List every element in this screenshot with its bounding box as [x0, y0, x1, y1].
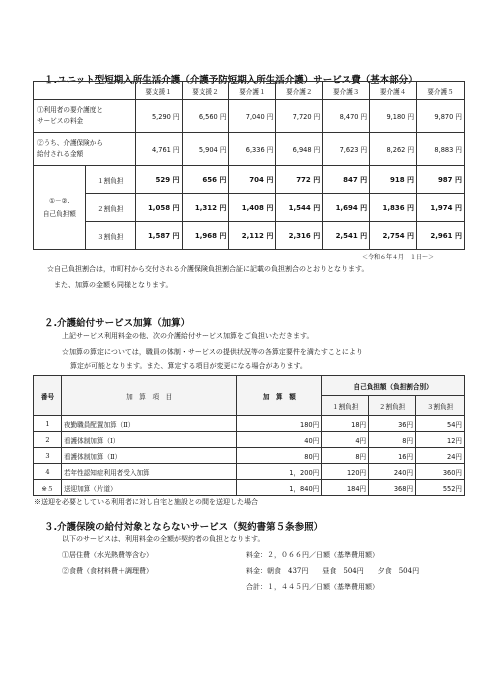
row-rate3: 54円	[416, 416, 465, 432]
fee-cell: 5,290 円	[135, 100, 182, 133]
row-amount: 1，840円	[237, 480, 322, 496]
fee-cell: 8,470 円	[323, 100, 370, 133]
section2-note2: 算定が可能となります。また、算定する項目が変更になる場合があります。	[70, 362, 307, 370]
row-item: 送迎加算（片道）	[61, 480, 237, 496]
row-rate3: 24円	[416, 448, 465, 464]
row-no: ※５	[34, 480, 62, 496]
row-rate3: 360円	[416, 464, 465, 480]
fee-cell: 2,961 円	[417, 222, 465, 250]
row-no: 1	[34, 416, 62, 432]
fee-cell: 4,761 円	[135, 133, 182, 166]
section1-title: １.ユニット型短期入所生活介護（介護予防短期入所生活介護）サービス費（基本部分）	[44, 75, 418, 86]
row-item: 夜勤職員配置加算（Ⅱ）	[61, 416, 237, 432]
rate-label: １割負担	[85, 166, 135, 194]
fee-cell: 7,623 円	[323, 133, 370, 166]
section2-note1: ☆加算の算定については，職員の体制・サービスの提供状況等の各算定要件を満たすことにより	[62, 348, 363, 356]
fee-cell: 7,040 円	[229, 100, 276, 133]
table-row	[34, 448, 465, 464]
fee-cell: 704 円	[229, 166, 276, 194]
row-amount: 80円	[237, 448, 322, 464]
row-label: ①利用者の要介護度と サービスの料金	[34, 100, 136, 133]
row-rate2: 8円	[369, 432, 416, 448]
col-header-amount: 加 算 額	[237, 376, 322, 416]
col-header: 要介護１	[229, 82, 276, 100]
note-addition: また、加算の金額も同様となります。	[54, 281, 173, 289]
row-no: 2	[34, 432, 62, 448]
fee-cell: 2,754 円	[370, 222, 417, 250]
table-row	[34, 133, 465, 166]
section2-title: ２.介護給付サービス加算（加算）	[44, 318, 191, 329]
col-header-self-pay: 自己負担額（負担割合別）	[322, 376, 465, 396]
section2-intro: 上記サービス利用料金の他、次の介護給付サービス加算をご負担いただきます。	[62, 332, 314, 340]
table-row	[34, 100, 465, 133]
fee-cell: 656 円	[182, 166, 229, 194]
section3-title: ３.介護保険の給付対象とならないサービス（契約書第５条参照）	[44, 522, 324, 533]
fee-cell: 1,408 円	[229, 194, 276, 222]
effective-date: ＜令和６年４月 １日～＞	[362, 254, 435, 261]
rate-label: ３割負担	[85, 222, 135, 250]
row-rate2: 16円	[369, 448, 416, 464]
row-amount: 40円	[237, 432, 322, 448]
col-header-rate: １割負担	[322, 396, 369, 416]
row-rate1: 184円	[322, 480, 369, 496]
meal-fee-total: 合計：１，４４５円／日額（基準費用額）	[246, 583, 379, 591]
col-header-rate: ２割負担	[369, 396, 416, 416]
row-label: ②うち、介護保険から 給付される金額	[34, 133, 136, 166]
meal-fee-label: ②食費（食材料費＋調理費）	[62, 567, 153, 575]
fee-cell: 2,316 円	[276, 222, 323, 250]
col-header: 要介護３	[323, 82, 370, 100]
table-row	[34, 432, 465, 448]
row-item: 若年性認知症利用者受入加算	[61, 464, 237, 480]
col-header: 要支援２	[182, 82, 229, 100]
fee-cell: 5,904 円	[182, 133, 229, 166]
table-corner	[34, 82, 136, 100]
row-rate1: 18円	[322, 416, 369, 432]
col-header: 要支援１	[135, 82, 182, 100]
table-row	[34, 222, 465, 250]
fee-cell: 8,883 円	[417, 133, 465, 166]
fee-cell: 1,968 円	[182, 222, 229, 250]
fee-cell: 1,312 円	[182, 194, 229, 222]
col-header: 要介護５	[417, 82, 465, 100]
table-row	[34, 166, 465, 194]
col-header-rate: ３割負担	[416, 396, 465, 416]
residence-fee-label: ①居住費（水光熱費等含む）	[62, 551, 153, 559]
row-rate3: 552円	[416, 480, 465, 496]
row-rate2: 36円	[369, 416, 416, 432]
row-rate1: 4円	[322, 432, 369, 448]
row-rate2: 240円	[369, 464, 416, 480]
self-pay-label: ①－②. 自己負担額	[34, 166, 86, 250]
transport-footnote: ※送迎を必要としている利用者に対し自宅と施設との間を送迎した場合	[34, 498, 258, 506]
addition-table	[33, 375, 465, 496]
fee-cell: 6,336 円	[229, 133, 276, 166]
fee-cell: 7,720 円	[276, 100, 323, 133]
table-row	[34, 194, 465, 222]
table-row	[34, 464, 465, 480]
row-rate1: 120円	[322, 464, 369, 480]
row-item: 看護体制加算（Ⅰ）	[61, 432, 237, 448]
col-header: 要介護４	[370, 82, 417, 100]
fee-cell: 1,974 円	[417, 194, 465, 222]
fee-cell: 9,180 円	[370, 100, 417, 133]
fee-cell: 6,560 円	[182, 100, 229, 133]
fee-cell: 8,262 円	[370, 133, 417, 166]
fee-cell: 6,948 円	[276, 133, 323, 166]
col-header-item: 加 算 項 目	[61, 376, 237, 416]
fee-cell: 1,836 円	[370, 194, 417, 222]
fee-cell: 918 円	[370, 166, 417, 194]
row-rate3: 12円	[416, 432, 465, 448]
fee-cell: 9,870 円	[417, 100, 465, 133]
meal-fee-value: 料金：朝食 437円 昼食 504円 夕食 504円	[246, 567, 420, 575]
row-item: 看護体制加算（Ⅱ）	[61, 448, 237, 464]
fee-cell: 2,541 円	[323, 222, 370, 250]
table-row	[34, 480, 465, 496]
fee-cell: 2,112 円	[229, 222, 276, 250]
row-no: 4	[34, 464, 62, 480]
fee-cell: 1,544 円	[276, 194, 323, 222]
row-rate2: 368円	[369, 480, 416, 496]
row-rate1: 8円	[322, 448, 369, 464]
fee-cell: 772 円	[276, 166, 323, 194]
row-amount: 180円	[237, 416, 322, 432]
rate-label: ２割負担	[85, 194, 135, 222]
fee-cell: 847 円	[323, 166, 370, 194]
fee-cell: 987 円	[417, 166, 465, 194]
fee-cell: 1,058 円	[135, 194, 182, 222]
fee-cell: 1,694 円	[323, 194, 370, 222]
fee-cell: 1,587 円	[135, 222, 182, 250]
row-no: 3	[34, 448, 62, 464]
fee-cell: 529 円	[135, 166, 182, 194]
base-fee-table	[33, 81, 465, 250]
col-header: 要介護２	[276, 82, 323, 100]
col-header-no: 番号	[34, 376, 62, 416]
table-row	[34, 416, 465, 432]
note-ratio: ☆自己負担割合は，市町村から交付される介護保険負担割合証に記載の負担割合のとおりとなります。	[47, 265, 369, 273]
section3-intro: 以下のサービスは、利用料金の全額が契約者の負担となります。	[62, 535, 265, 543]
residence-fee-value: 料金：２，０６６円／日額（基準費用額）	[246, 551, 379, 559]
row-amount: 1，200円	[237, 464, 322, 480]
